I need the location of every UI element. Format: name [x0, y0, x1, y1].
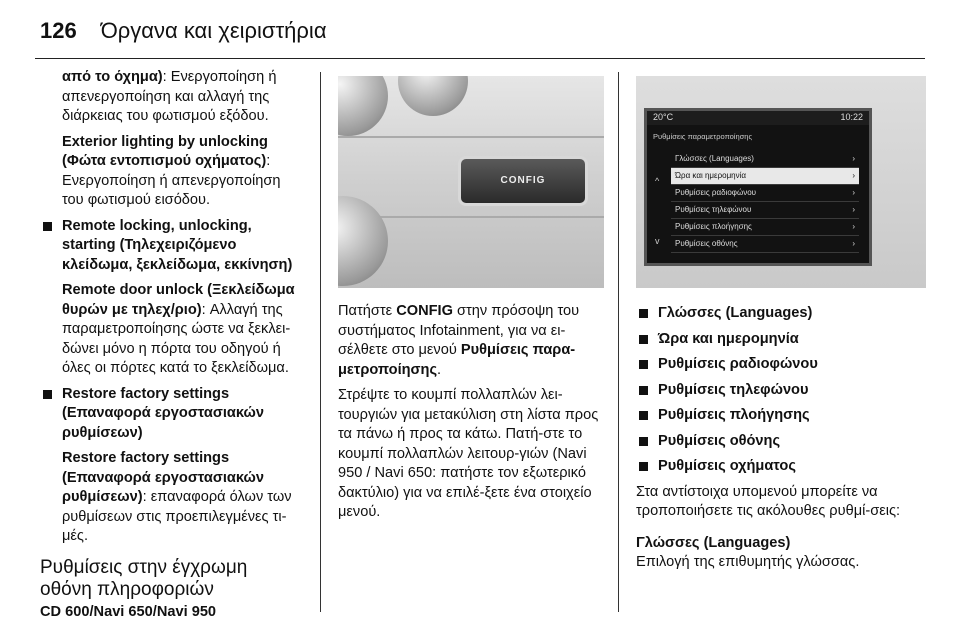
bullet-icon [639, 309, 648, 318]
list-item-label: Ώρα και ημερομηνία [658, 330, 799, 347]
list-item [40, 385, 304, 444]
paragraph: Στρέψτε το κουμπί πολλαπλών λει-τουργιών για μετακύλιση στη λίστα προς τα πάνω ή προς τα κάτω. Πατή-στε το κουμπί πολλαπλών λειτουρ-γιών (Navi 950 / Navi 650: πατήστε τον εξωτερικό δακτύλιο) για να επιλέ-ξετε ένα στοιχείο μενού. [338, 387, 599, 520]
column-left [40, 68, 304, 622]
screen-menu-item-label: Ρυθμίσεις οθόνης [675, 238, 738, 248]
settings-list [636, 304, 926, 477]
paragraph [40, 281, 304, 379]
page-number: 126 [40, 18, 77, 43]
term: Ρυθμίσεις παρα-μετροποίησης [338, 342, 576, 378]
list-item-label: Ρυθμίσεις τηλεφώνου [658, 381, 809, 398]
list-item-label: Ρυθμίσεις ραδιοφώνου [658, 356, 818, 372]
screen-menu-item [671, 236, 859, 253]
list-item-label: Ρυθμίσεις οθόνης [658, 432, 781, 449]
bullet-icon [639, 360, 648, 369]
screen-menu-item-label: Ρυθμίσεις τηλεφώνου [675, 204, 752, 214]
list-item [636, 457, 926, 477]
header-rule [35, 58, 925, 59]
screen-menu-item-label: Ρυθμίσεις πλοήγησης [675, 221, 752, 231]
chevron-right-icon: › [852, 238, 855, 248]
list-item-label: Ρυθμίσεις οχήματος [658, 458, 796, 474]
text: : Ενεργοποίηση ή απενεργοποίηση και αλλαγή της διάρκειας του φωτισμού εξόδου. [62, 69, 277, 124]
term: από το όχημα) [62, 69, 163, 85]
term: Restore factory settings (Επαναφορά εργοστασιακών ρυθμίσεων) [62, 450, 264, 505]
bullet-icon [639, 437, 648, 446]
chevron-right-icon: › [852, 187, 855, 197]
screen-menu-title: Ρυθμίσεις παραμετροποίησης [653, 132, 753, 141]
knob-icon [338, 196, 388, 286]
paragraph [40, 68, 304, 127]
screen-menu-item-label: Γλώσσες (Languages) [675, 153, 754, 163]
list-item [636, 381, 926, 401]
list-item-title: Remote locking, unlocking, starting (Τηλεχειριζόμενο κλείδωμα, ξεκλείδωμα, εκκίνηση) [62, 217, 293, 273]
list-item-title: Restore factory settings (Επαναφορά εργοστασιακών ρυθμίσεων) [62, 385, 264, 441]
control-panel-photo [338, 76, 604, 288]
list-item [40, 217, 304, 276]
text: στην πρόσοψη του συστήματος Infotainment, για να ει-σέλθετε στο μενού [338, 303, 580, 358]
list-item [636, 355, 926, 375]
paragraph: Στα αντίστοιχα υπομενού μπορείτε να τροποποιήσετε τις ακόλουθες ρυθμί-σεις: [636, 483, 901, 519]
paragraph [40, 449, 304, 547]
knob-icon [398, 76, 468, 116]
term: Remote door unlock (Ξεκλείδωμα θυρών με τηλεχ/ριο) [62, 282, 295, 318]
text: Πατήστε [338, 303, 397, 319]
list-item-label: Ρυθμίσεις πλοήγησης [658, 407, 810, 423]
bullet-icon [43, 222, 52, 231]
panel-seam [338, 136, 604, 138]
paragraph [338, 302, 604, 380]
section-subtitle: CD 600/Navi 650/Navi 950 [40, 603, 217, 620]
term: CONFIG [396, 303, 453, 319]
config-button: CONFIG [458, 156, 588, 206]
column-middle [338, 76, 604, 529]
term: Exterior lighting by unlocking (Φώτα εντοπισμού οχήματος) [62, 133, 268, 169]
paragraph: Επιλογή της επιθυμητής γλώσσας. [636, 554, 860, 570]
column-right [636, 76, 926, 579]
chevron-right-icon: › [852, 170, 855, 180]
list-item [636, 330, 926, 350]
page-title: Όργανα και χειριστήρια [100, 18, 327, 43]
chevron-right-icon: › [852, 221, 855, 231]
bullet-icon [43, 390, 52, 399]
bullet-icon [639, 386, 648, 395]
bullet-icon [639, 335, 648, 344]
screen-menu-item-label: Ώρα και ημερομηνία [675, 170, 747, 180]
screen-status-bar [647, 111, 869, 125]
list-item [636, 304, 926, 324]
list-item-label: Γλώσσες (Languages) [658, 305, 813, 321]
subsection-title: Γλώσσες (Languages) [636, 534, 791, 551]
text: : Ενεργοποίηση ή απενεργοποίηση του φωτισμού εισόδου. [62, 153, 281, 208]
temperature-readout: 20°C [653, 112, 674, 123]
column-divider [320, 72, 321, 612]
bullet-icon [639, 462, 648, 471]
knob-icon [338, 76, 388, 136]
screen-menu-item-label: Ρυθμίσεις ραδιοφώνου [675, 187, 757, 197]
bullet-icon [639, 411, 648, 420]
info-display-screen [644, 108, 872, 266]
paragraph [40, 133, 304, 211]
section-title: Ρυθμίσεις στην έγχρωμη οθόνη πληροφοριών [40, 556, 248, 600]
list-item [636, 406, 926, 426]
text: : επαναφορά όλων των ρυθμίσεων στις προεπιλεγμένες τι-μές. [62, 489, 292, 544]
text: . [437, 361, 442, 378]
chevron-right-icon: › [852, 153, 855, 163]
display-photo [636, 76, 926, 288]
column-divider [618, 72, 619, 612]
clock-readout: 10:22 [840, 112, 863, 123]
text: : Αλλαγή της παραμετροποίησης ώστε να ξεκλει-δώνει μόνο η πόρτα του οδηγού ή όλες οι πόρτες κατά το ξεκλείδωμα. [62, 301, 291, 376]
screen-menu-list [671, 151, 859, 253]
scroll-arrows-icon: ^ v [655, 176, 660, 246]
chevron-right-icon: › [852, 204, 855, 214]
page-header [40, 18, 327, 44]
list-item [636, 432, 926, 452]
